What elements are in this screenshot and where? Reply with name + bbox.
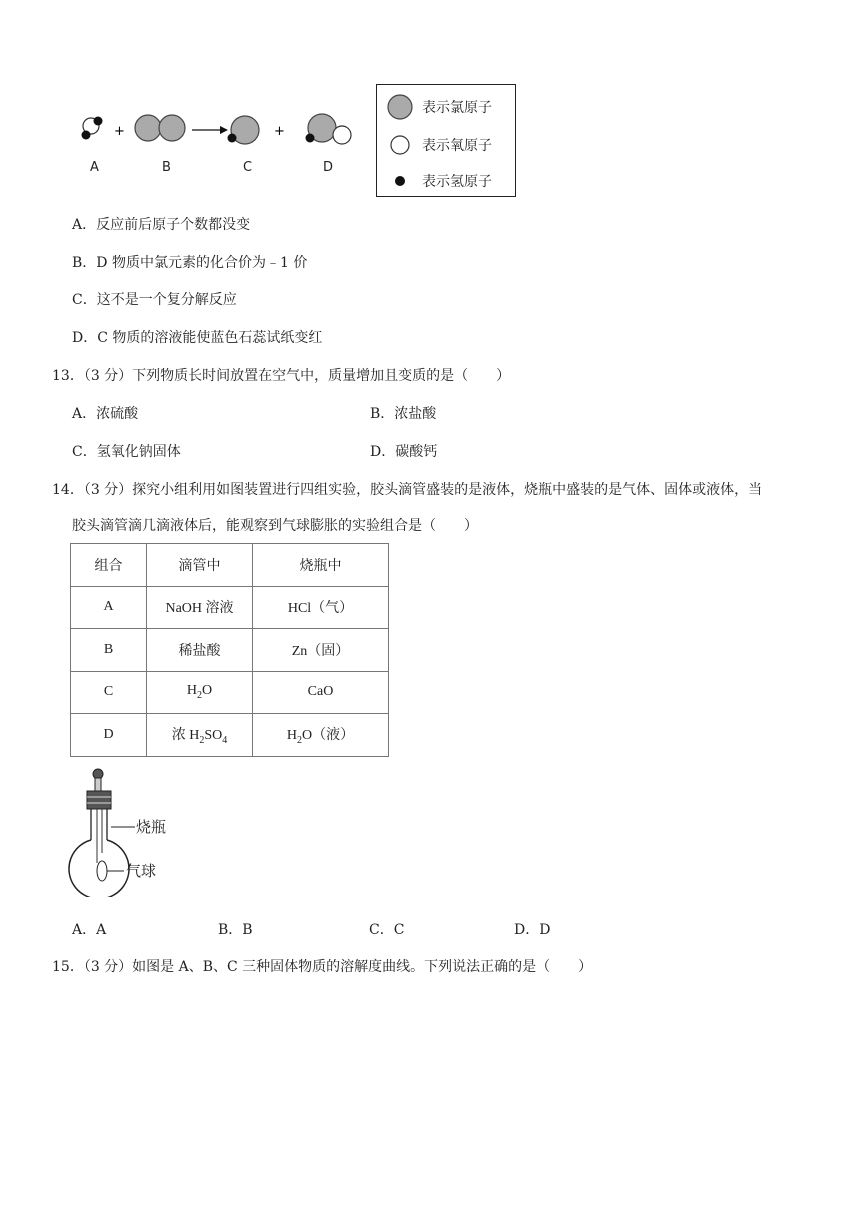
table-row	[71, 714, 389, 757]
molecule-c	[228, 116, 260, 144]
table-header-row	[71, 544, 389, 587]
table-row	[71, 629, 389, 672]
q12-option-a: A．反应前后原子个数都没变	[72, 217, 251, 233]
q13-option-d: D．碳酸钙	[370, 444, 438, 460]
q12-option-d: D．C 物质的溶液能使蓝色石蕊试纸变红	[72, 330, 323, 346]
cell-group: C	[71, 671, 147, 714]
q13-option-a: A．浓硫酸	[72, 406, 139, 422]
q14-stem-line1: 14．（3 分）探究小组利用如图装置进行四组实验，胶头滴管盛装的是液体，烧瓶中盛装的是气体、固体或液体，当	[52, 482, 763, 498]
label-a: A	[90, 160, 99, 175]
plus-sign-2: +	[274, 124, 285, 139]
q13-stem: 13．（3 分）下列物质长时间放置在空气中，质量增加且变质的是（ ）	[52, 368, 511, 384]
chlorine-atom-icon	[383, 93, 423, 123]
experiment-table	[70, 543, 389, 757]
cell-group: D	[71, 714, 147, 757]
label-b: B	[162, 160, 171, 175]
label-d: D	[323, 160, 334, 175]
reaction-arrow	[192, 126, 228, 134]
molecule-a	[82, 117, 103, 140]
molecule-b	[135, 115, 185, 141]
q14-option-b: B．B	[218, 922, 253, 938]
cell-dropper: 稀盐酸	[147, 629, 253, 672]
q14-stem-line2: 胶头滴管滴几滴液体后，能观察到气球膨胀的实验组合是（ ）	[72, 518, 478, 534]
flask-apparatus-figure	[60, 765, 190, 897]
cell-flask: CaO	[253, 671, 389, 714]
legend-oxygen: 表示氧原子	[377, 131, 517, 161]
cell-flask: Zn（固）	[253, 629, 389, 672]
label-c: C	[243, 160, 253, 175]
cell-dropper: $H_2O$	[147, 671, 253, 714]
oxygen-atom-icon	[383, 131, 423, 161]
cell-group: A	[71, 586, 147, 629]
header-group: 组合	[71, 544, 147, 587]
q12-option-b: B．D 物质中氯元素的化合价为﹣1 价	[72, 255, 308, 271]
flask-drawing	[60, 765, 190, 897]
balloon-label: 气球	[126, 862, 157, 880]
atom-legend	[376, 84, 516, 197]
molecule-d	[306, 114, 352, 144]
q13-option-c: C．氢氧化钠固体	[72, 444, 181, 460]
q15-stem: 15．（3 分）如图是 A、B、C 三种固体物质的溶解度曲线。下列说法正确的是（ ）	[52, 959, 593, 975]
reaction-molecules	[70, 100, 370, 160]
cell-group: B	[71, 629, 147, 672]
table-row	[71, 671, 389, 714]
header-dropper: 滴管中	[147, 544, 253, 587]
q14-option-a: A．A	[72, 922, 107, 938]
cell-dropper: 浓 $H_2SO_4$	[147, 714, 253, 757]
reaction-diagram	[70, 100, 370, 180]
flask-label: 烧瓶	[136, 818, 167, 836]
q14-option-d: D．D	[514, 922, 551, 938]
table-row	[71, 586, 389, 629]
legend-hydrogen: 表示氢原子	[377, 167, 517, 197]
header-flask: 烧瓶中	[253, 544, 389, 587]
q13-option-b: B．浓盐酸	[370, 406, 437, 422]
plus-sign-1: +	[114, 124, 125, 139]
legend-chlorine: 表示氯原子	[377, 93, 517, 123]
q12-option-c: C．这不是一个复分解反应	[72, 292, 237, 308]
hydrogen-atom-icon	[383, 167, 423, 197]
cell-dropper: NaOH 溶液	[147, 586, 253, 629]
cell-flask: $H_2O$（液）	[253, 714, 389, 757]
cell-flask: HCl（气）	[253, 586, 389, 629]
q14-option-c: C．C	[369, 922, 405, 938]
